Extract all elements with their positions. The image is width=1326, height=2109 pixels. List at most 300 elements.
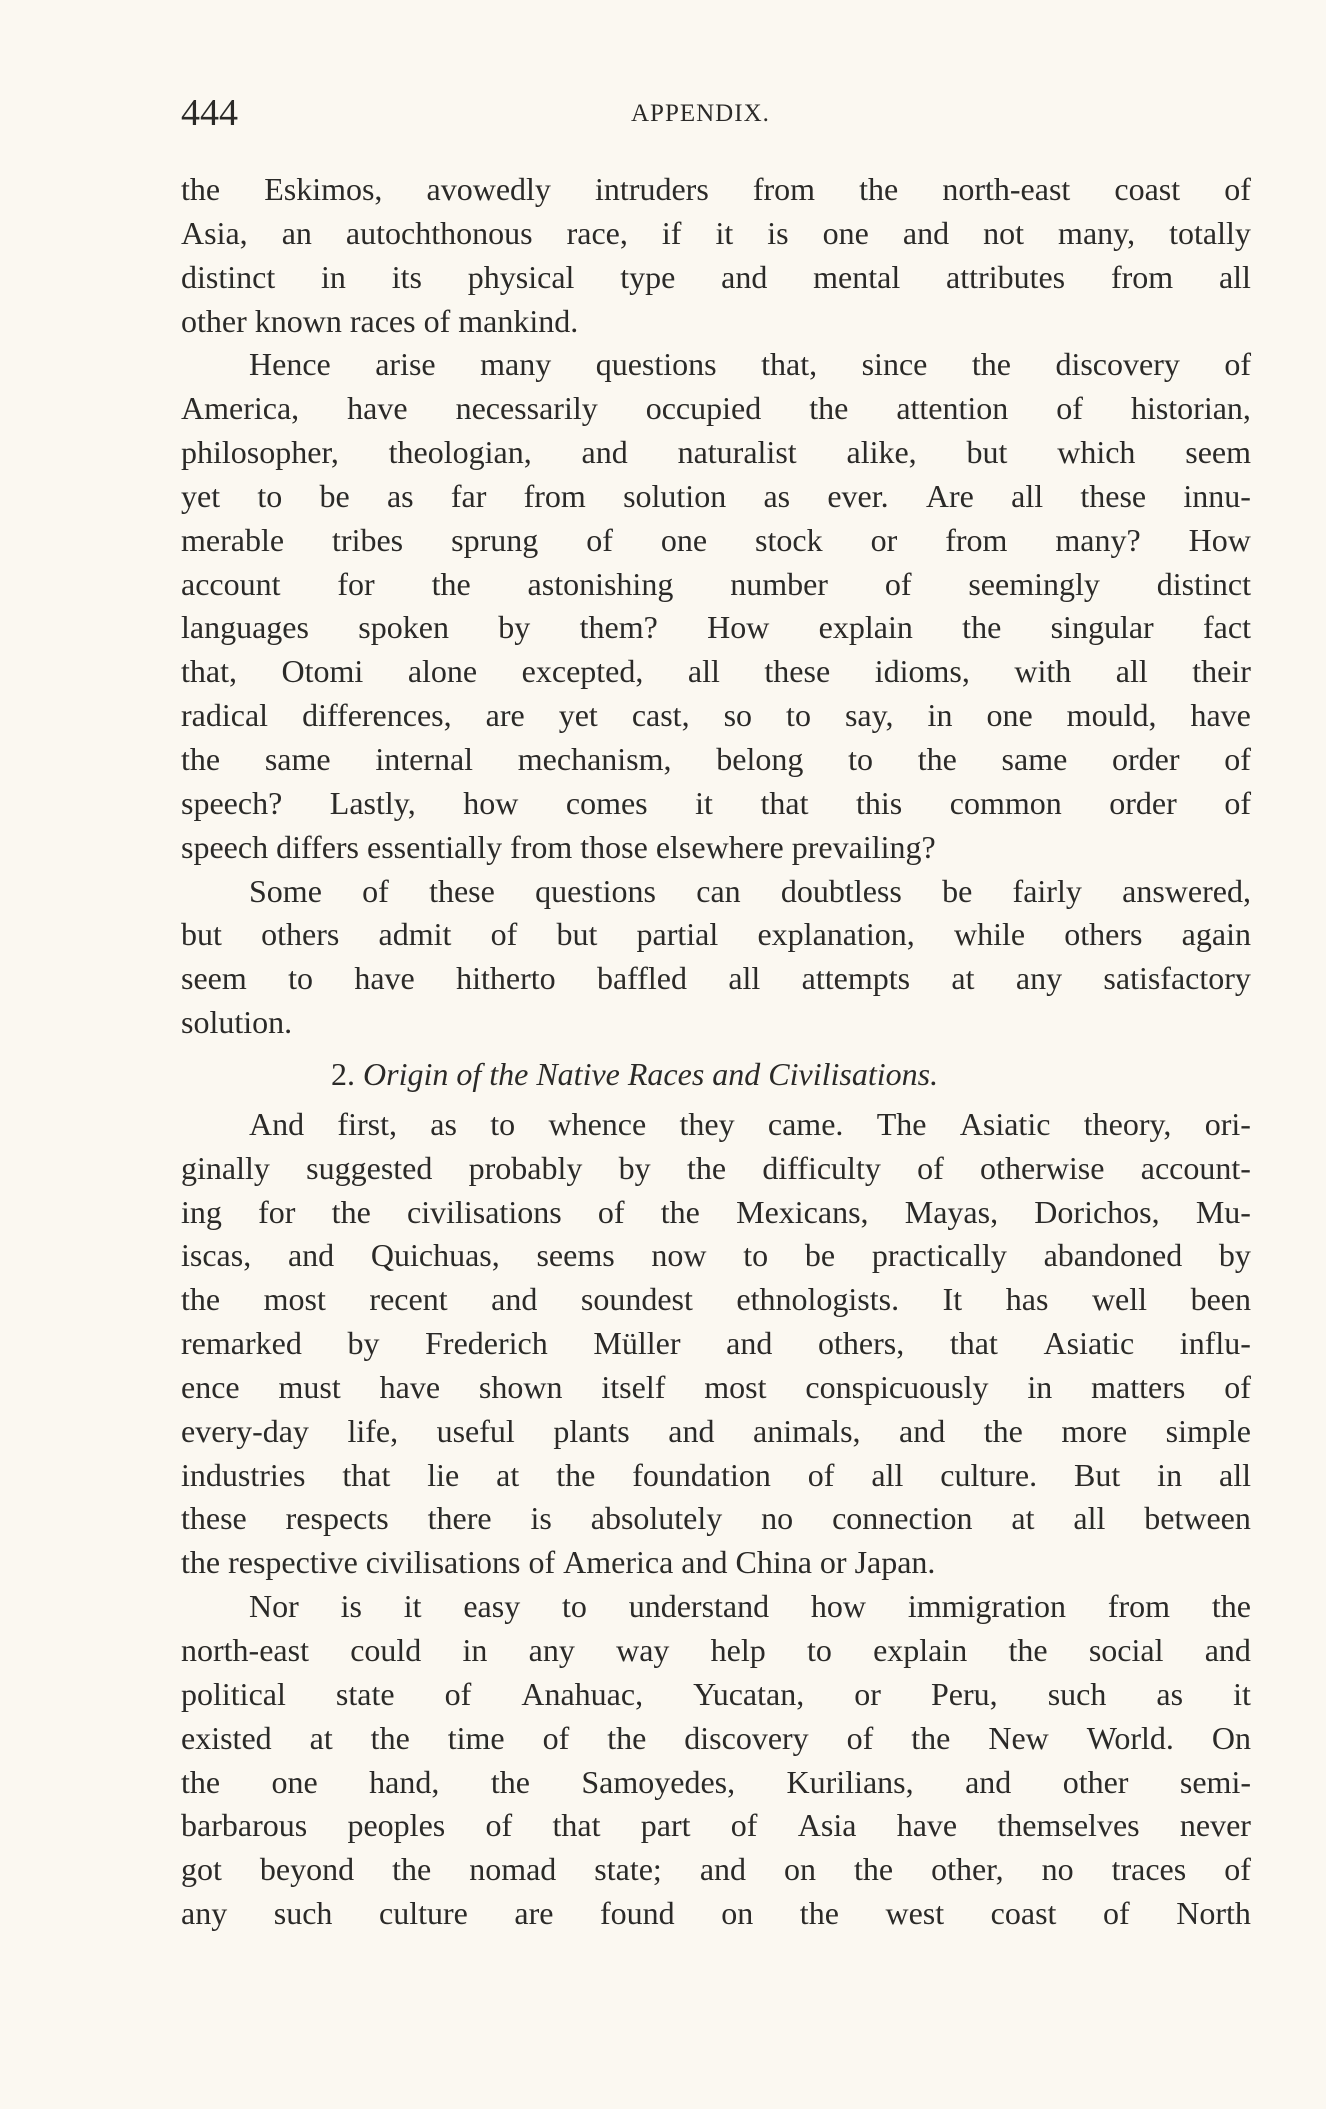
word: and — [491, 1281, 538, 1318]
paragraph — [181, 168, 1251, 343]
word: more — [1061, 1412, 1128, 1449]
word: these — [181, 1500, 247, 1537]
word: other — [181, 302, 247, 339]
word: be — [942, 872, 973, 909]
word: and — [721, 258, 768, 295]
text-line — [181, 870, 1251, 914]
word: while — [953, 916, 1026, 953]
word: the — [370, 1719, 410, 1756]
word: explain — [873, 1632, 968, 1668]
word: that — [552, 1807, 601, 1844]
word: all — [1218, 1456, 1251, 1493]
word: explanation, — [757, 916, 915, 953]
word: common — [949, 784, 1062, 821]
word: theory, — [1083, 1105, 1172, 1142]
word: others — [261, 916, 340, 953]
word: most — [704, 1368, 767, 1405]
text-line — [181, 782, 1251, 826]
word: totally — [1169, 214, 1251, 251]
word: the — [962, 609, 1002, 646]
text-line — [181, 1278, 1251, 1322]
text-line — [181, 1454, 1251, 1498]
word: physical — [467, 258, 575, 295]
word: north-east — [181, 1632, 309, 1668]
word: one — [822, 214, 869, 251]
text-line — [181, 1001, 1251, 1045]
text-line — [181, 606, 1251, 650]
word: baffled — [596, 960, 687, 997]
word: there — [427, 1500, 492, 1537]
word: seemingly — [968, 565, 1100, 602]
word: singular — [1050, 609, 1154, 646]
word: from — [1107, 1588, 1171, 1625]
word: barbarous — [181, 1807, 308, 1844]
word: many? — [1055, 521, 1141, 558]
word: same — [1001, 740, 1068, 777]
word: and — [681, 1544, 728, 1581]
word: the — [556, 1456, 596, 1493]
word: at — [309, 1719, 333, 1756]
word: in — [927, 697, 953, 734]
word: Müller — [593, 1325, 681, 1362]
word: got — [181, 1851, 222, 1888]
text-line — [181, 475, 1251, 519]
word: Some — [249, 872, 322, 909]
word: and — [899, 1412, 946, 1449]
word: fact — [1203, 609, 1251, 646]
word: of — [807, 1456, 835, 1493]
text-line — [181, 168, 1251, 212]
word: to — [786, 697, 811, 734]
word: or — [854, 1675, 881, 1712]
word: for — [337, 565, 375, 602]
word: radical — [181, 697, 269, 734]
word: well — [1091, 1281, 1148, 1318]
word: by — [618, 1149, 651, 1186]
word: coast — [990, 1895, 1057, 1932]
text-line — [181, 256, 1251, 300]
word: all — [1115, 653, 1148, 690]
word: existed — [181, 1719, 272, 1756]
word: Yucatan, — [693, 1675, 805, 1712]
word: lie — [427, 1456, 460, 1493]
word: state — [335, 1675, 395, 1712]
word: of — [1102, 1895, 1130, 1932]
paragraph — [181, 1103, 1251, 1585]
word: all — [687, 653, 720, 690]
word: in — [1027, 1368, 1053, 1405]
word: It — [942, 1281, 963, 1318]
word: must — [278, 1368, 341, 1405]
text-line — [181, 1103, 1251, 1147]
word: social — [1088, 1632, 1164, 1668]
word: seem — [181, 960, 247, 997]
word: of — [884, 565, 912, 602]
word: all — [871, 1456, 904, 1493]
word: the — [911, 1719, 951, 1756]
word: speech? — [181, 784, 283, 821]
text-line — [181, 957, 1251, 1001]
word: the — [181, 740, 221, 777]
word: Mu- — [1195, 1193, 1251, 1230]
word: the — [660, 1193, 700, 1230]
word: merable — [181, 521, 285, 558]
word: foundation — [632, 1456, 771, 1493]
word: all — [728, 960, 761, 997]
word: as — [430, 1105, 457, 1142]
word: shown — [478, 1368, 563, 1405]
word: the — [686, 1149, 727, 1186]
word: it — [403, 1588, 422, 1625]
word: alone — [407, 653, 478, 690]
word: themselves — [997, 1807, 1140, 1844]
word: known — [254, 302, 342, 339]
word: and — [581, 434, 628, 471]
word: is — [767, 214, 789, 251]
word: west — [885, 1895, 945, 1932]
word: necessarily — [455, 390, 598, 427]
word: industries — [181, 1456, 306, 1493]
text-line — [181, 826, 1251, 870]
word: their — [1192, 653, 1251, 690]
word: World. — [1086, 1719, 1174, 1756]
word: other — [1062, 1763, 1129, 1800]
word: How — [707, 609, 770, 646]
word: have — [347, 390, 408, 427]
word: suggested — [306, 1149, 433, 1186]
paragraph — [181, 343, 1251, 869]
text-line — [181, 387, 1251, 431]
word: plants — [553, 1412, 630, 1449]
word: Are — [925, 477, 974, 514]
word: Nor — [249, 1588, 299, 1625]
word: of — [528, 1544, 556, 1581]
word: all — [1073, 1500, 1106, 1537]
word: of — [423, 302, 451, 339]
word: culture — [378, 1895, 468, 1932]
section-heading — [181, 1045, 1251, 1103]
text-line — [181, 694, 1251, 738]
word: way — [616, 1632, 670, 1668]
word: whence — [548, 1105, 647, 1142]
word: but — [181, 916, 222, 953]
word: by — [498, 609, 531, 646]
word: its — [391, 258, 422, 295]
word: of — [1224, 1368, 1251, 1405]
word: of — [485, 1807, 513, 1844]
word: on — [721, 1895, 754, 1932]
word: far — [450, 477, 487, 514]
word: solution — [623, 477, 727, 514]
text-line — [181, 1761, 1251, 1805]
word: conspicuously — [805, 1368, 989, 1405]
word: order — [1112, 740, 1180, 777]
word: be — [319, 477, 350, 514]
word: satisfactory — [1103, 960, 1251, 997]
word: say, — [844, 697, 894, 734]
word: culture. — [940, 1456, 1038, 1493]
word: tribes — [332, 521, 404, 558]
word: influ- — [1179, 1325, 1251, 1362]
word: most — [263, 1281, 326, 1318]
word: mental — [813, 258, 901, 295]
word: every-day — [181, 1412, 309, 1449]
word: the — [1008, 1632, 1048, 1668]
word: The — [876, 1105, 927, 1142]
word: if — [661, 214, 682, 251]
word: New — [988, 1719, 1049, 1756]
word: of — [1224, 784, 1251, 821]
word: have — [379, 1368, 441, 1405]
word: ethnologists. — [736, 1281, 900, 1318]
word: answered, — [1122, 872, 1251, 909]
word: America — [563, 1544, 674, 1581]
word: to — [257, 477, 283, 514]
word: these — [1080, 477, 1147, 514]
word: How — [1188, 521, 1251, 558]
word: these — [429, 872, 495, 909]
text-line — [181, 1322, 1251, 1366]
word: And — [249, 1105, 305, 1142]
word: other, — [931, 1851, 1004, 1888]
word: Mayas, — [904, 1193, 999, 1230]
word: Asia — [797, 1807, 857, 1844]
word: the — [490, 1763, 530, 1800]
word: the — [859, 171, 899, 207]
word: hitherto — [456, 960, 556, 997]
word: by — [1218, 1237, 1251, 1274]
word: others, — [818, 1325, 905, 1362]
word: differs — [276, 828, 359, 865]
word: the — [854, 1851, 894, 1888]
word: and — [965, 1763, 1012, 1800]
word: to — [806, 1632, 832, 1668]
word: and — [726, 1325, 773, 1362]
word: type — [620, 258, 676, 295]
word: since — [861, 346, 928, 383]
word: race, — [566, 214, 628, 251]
word: are — [514, 1895, 554, 1932]
word: many, — [1058, 214, 1136, 251]
word: theologian, — [388, 434, 532, 471]
word: speech — [181, 828, 269, 865]
word: essentially — [367, 828, 503, 865]
word: abandoned — [1043, 1237, 1183, 1274]
text-line — [181, 913, 1251, 957]
text-line — [181, 1717, 1251, 1761]
word: again — [1181, 916, 1251, 953]
word: that — [760, 784, 809, 821]
word: no — [761, 1500, 794, 1537]
word: matters — [1091, 1368, 1186, 1405]
word: doubtless — [780, 872, 902, 909]
running-head: APPENDIX. — [631, 100, 770, 127]
word: ever. — [827, 477, 889, 514]
word: as — [763, 477, 791, 514]
word: historian, — [1130, 390, 1251, 427]
word: remarked — [181, 1325, 302, 1362]
word: with — [1014, 653, 1072, 690]
word: attention — [896, 390, 1009, 427]
word: soundest — [580, 1281, 693, 1318]
text-line — [181, 563, 1251, 607]
word: differences, — [302, 697, 452, 734]
word: yet — [558, 697, 598, 734]
word: of — [490, 916, 518, 953]
word: the — [809, 390, 849, 427]
word: account- — [1140, 1149, 1251, 1186]
word: respects — [285, 1500, 389, 1537]
word: is — [340, 1588, 362, 1625]
word: questions — [595, 346, 717, 383]
text-line — [181, 1497, 1251, 1541]
word: part — [640, 1807, 691, 1844]
word: and — [902, 214, 950, 251]
word: and — [699, 1851, 747, 1888]
word: absolutely — [590, 1500, 723, 1537]
word: Mexicans, — [736, 1193, 869, 1230]
word: discovery — [1055, 346, 1180, 383]
word: seems — [536, 1237, 615, 1274]
word: found — [600, 1895, 675, 1932]
word: the — [607, 1719, 647, 1756]
word: yet — [181, 477, 221, 514]
word: beyond — [259, 1851, 355, 1888]
word: iscas, — [181, 1237, 252, 1274]
text-line — [181, 1804, 1251, 1848]
word: But — [1074, 1456, 1121, 1493]
word: any — [1015, 960, 1063, 997]
word: to — [848, 740, 873, 777]
word: it — [715, 214, 734, 251]
word: Quichuas, — [370, 1237, 500, 1274]
word: traces — [1111, 1851, 1187, 1888]
word: the — [971, 346, 1011, 383]
word: to — [562, 1588, 587, 1625]
word: Peru, — [930, 1675, 998, 1712]
word: those — [580, 828, 648, 865]
word: but — [556, 916, 598, 953]
word: first, — [337, 1105, 397, 1142]
word: be — [804, 1237, 836, 1274]
word: Hence — [249, 346, 331, 383]
text-line — [181, 1147, 1251, 1191]
word: Dorichos, — [1034, 1193, 1160, 1230]
text-line — [181, 1673, 1251, 1717]
word: nomad — [469, 1851, 557, 1888]
word: or — [870, 521, 898, 558]
word: between — [1144, 1500, 1251, 1537]
word: political — [181, 1675, 286, 1712]
word: that, — [181, 653, 237, 690]
word: order — [1109, 784, 1177, 821]
word: by — [347, 1325, 380, 1362]
word: any — [181, 1895, 228, 1932]
word: ginally — [181, 1149, 270, 1186]
word: elsewhere — [655, 828, 784, 865]
paragraph — [181, 870, 1251, 1045]
word: easy — [463, 1588, 521, 1625]
text-line — [181, 738, 1251, 782]
word: the — [799, 1895, 839, 1932]
word: partial — [636, 916, 719, 953]
word: such — [273, 1895, 333, 1932]
word: and — [1204, 1632, 1251, 1668]
word: of — [1056, 390, 1083, 427]
word: coast — [1114, 171, 1181, 207]
word: of — [917, 1149, 944, 1186]
word: distinct — [181, 258, 276, 295]
word: mould, — [1066, 697, 1157, 734]
text-line — [181, 519, 1251, 563]
word: any — [528, 1632, 575, 1668]
word: Frederich — [425, 1325, 548, 1362]
word: America, — [181, 390, 300, 427]
word: the — [331, 1193, 371, 1230]
word: discovery — [684, 1719, 809, 1756]
word: mankind. — [458, 302, 579, 339]
text-line — [181, 300, 1251, 344]
word: Eskimos, — [264, 171, 383, 207]
word: seem — [1185, 434, 1251, 471]
word: of — [846, 1719, 874, 1756]
word: simple — [1165, 1412, 1251, 1449]
word: animals, — [752, 1412, 861, 1449]
word: how — [463, 784, 519, 821]
word: have — [896, 1807, 958, 1844]
word: comes — [565, 784, 648, 821]
word: as — [1156, 1675, 1184, 1712]
word: state; — [594, 1851, 662, 1888]
word: one — [986, 697, 1033, 734]
word: help — [710, 1632, 766, 1668]
text-line — [181, 1541, 1251, 1585]
word: the — [431, 565, 471, 602]
word: such — [1047, 1675, 1107, 1712]
word: solution. — [181, 1004, 293, 1041]
word: of — [542, 1719, 570, 1756]
word: Japan. — [854, 1544, 936, 1581]
word: one — [271, 1763, 318, 1800]
word: to — [743, 1237, 769, 1274]
word: came. — [767, 1105, 844, 1142]
word: philosopher, — [181, 434, 339, 471]
word: stock — [755, 521, 823, 558]
word: the — [983, 1412, 1023, 1449]
word: this — [855, 784, 903, 821]
word: sprung — [451, 521, 539, 558]
text-line — [181, 1234, 1251, 1278]
word: itself — [601, 1368, 666, 1405]
word: ori- — [1204, 1105, 1251, 1142]
word: Anahuac, — [521, 1675, 644, 1712]
text-line — [181, 1848, 1251, 1892]
word: immigration — [907, 1588, 1067, 1625]
word: languages — [181, 609, 309, 646]
word: it — [695, 784, 713, 821]
text-line — [181, 1892, 1251, 1936]
word: practically — [871, 1237, 1007, 1274]
word: the — [181, 1763, 221, 1800]
word: the — [181, 1281, 221, 1318]
word: spoken — [358, 609, 449, 646]
word: recent — [369, 1281, 448, 1318]
text-line — [181, 1629, 1251, 1673]
word: of — [362, 872, 389, 909]
word: to — [490, 1105, 516, 1142]
word: to — [288, 960, 313, 997]
word: Asia, — [181, 214, 248, 251]
